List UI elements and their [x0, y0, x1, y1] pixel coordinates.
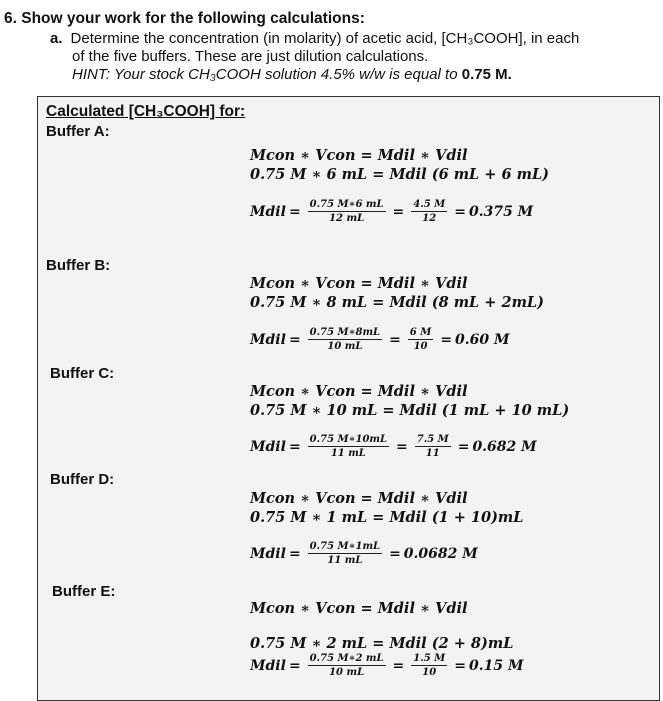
buffer-d-result: 0.0682 M — [403, 545, 478, 562]
buffer-b-label: Buffer B: — [46, 257, 111, 274]
buffer-d-result-row: Mdil = $\frac{0.75 M∗1mL}{11 mL}$ = 0.0682 M — [250, 541, 478, 566]
buffer-e-fraction-1: $\frac{0.75 M∗2 mL}{10 mL}$ — [309, 653, 384, 678]
calc-title: Calculated [CH₃COOH] for: — [46, 103, 246, 120]
answer-box — [37, 96, 660, 701]
buffer-a-fraction-1: $\frac{0.75 M∗6 mL}{12 mL}$ — [309, 199, 384, 224]
part-a — [50, 30, 650, 84]
buffer-c-label: Buffer C: — [50, 365, 115, 382]
question-number: 6. — [4, 10, 17, 27]
buffer-c-eq1: Mcon ∗ Vcon = Mdil ∗ Vdil — [250, 383, 468, 400]
buffer-e-eq1: Mcon ∗ Vcon = Mdil ∗ Vdil — [250, 600, 468, 617]
buffer-d-eq1: Mcon ∗ Vcon = Mdil ∗ Vdil — [250, 490, 468, 507]
buffer-c-fraction-2: $\frac{7.5 M}{11}$ — [416, 434, 449, 459]
question-title: Show your work for the following calculations: — [21, 10, 365, 27]
buffer-a-result: 0.375 M — [468, 203, 534, 220]
buffer-e-eq2: 0.75 M ∗ 2 mL = Mdil (2 + 8)mL — [250, 635, 514, 652]
hint-prefix: HINT: — [72, 66, 111, 83]
buffer-a-eq2: 0.75 M ∗ 6 mL = Mdil (6 mL + 6 mL) — [250, 166, 550, 183]
part-a-line2: of the five buffers. These are just dilution calculations. — [72, 48, 429, 65]
buffer-b-fraction-1: $\frac{0.75 M∗8mL}{10 mL}$ — [309, 327, 381, 352]
buffer-e-result: 0.15 M — [468, 657, 524, 674]
question-heading — [4, 10, 365, 28]
buffer-a-eq1: Mcon ∗ Vcon = Mdil ∗ Vdil — [250, 147, 468, 164]
buffer-c-fraction-1: $\frac{0.75 M∗10mL}{11 mL}$ — [309, 434, 388, 459]
hint-line — [50, 66, 650, 84]
buffer-b-result-row: Mdil = $\frac{0.75 M∗8mL}{10 mL}$ = $\frac{6 M}{10}$ = 0.60 M — [250, 327, 510, 352]
buffer-a-fraction-2: $\frac{4.5 M}{12}$ — [413, 199, 446, 224]
part-a-label: a. — [50, 30, 63, 47]
buffer-c-eq2: 0.75 M ∗ 10 mL = Mdil (1 mL + 10 mL) — [250, 402, 570, 419]
buffer-b-eq2: 0.75 M ∗ 8 mL = Mdil (8 mL + 2mL) — [250, 294, 544, 311]
buffer-a-result-row: Mdil = $\frac{0.75 M∗6 mL}{12 mL}$ = $\frac{4.5 M}{12}$ = 0.375 M — [250, 199, 534, 224]
buffer-d-fraction-1: $\frac{0.75 M∗1mL}{11 mL}$ — [309, 541, 381, 566]
buffer-a-label: Buffer A: — [46, 123, 110, 140]
buffer-e-result-row: Mdil = $\frac{0.75 M∗2 mL}{10 mL}$ = $\frac{1.5 M}{10}$ = 0.15 M — [250, 653, 524, 678]
hint-value: 0.75 M. — [461, 66, 512, 83]
part-a-line1: a. Determine the concentration (in molarity) of acetic acid, [CH₃COOH], in each — [50, 30, 580, 47]
buffer-c-result: 0.682 M — [472, 438, 537, 455]
buffer-d-eq2: 0.75 M ∗ 1 mL = Mdil (1 + 10)mL — [250, 509, 524, 526]
buffer-e-label: Buffer E: — [52, 583, 116, 600]
buffer-b-eq1: Mcon ∗ Vcon = Mdil ∗ Vdil — [250, 275, 468, 292]
buffer-b-result: 0.60 M — [455, 331, 510, 348]
buffer-b-fraction-2: $\frac{6 M}{10}$ — [409, 327, 432, 352]
buffer-c-result-row: Mdil = $\frac{0.75 M∗10mL}{11 mL}$ = $\frac{7.5 M}{11}$ = 0.682 M — [250, 434, 537, 459]
buffer-e-fraction-2: $\frac{1.5 M}{10}$ — [413, 653, 446, 678]
buffer-d-label: Buffer D: — [50, 471, 115, 488]
hint-text: Your stock CH₃COOH solution 4.5% w/w is equal to — [113, 66, 458, 83]
